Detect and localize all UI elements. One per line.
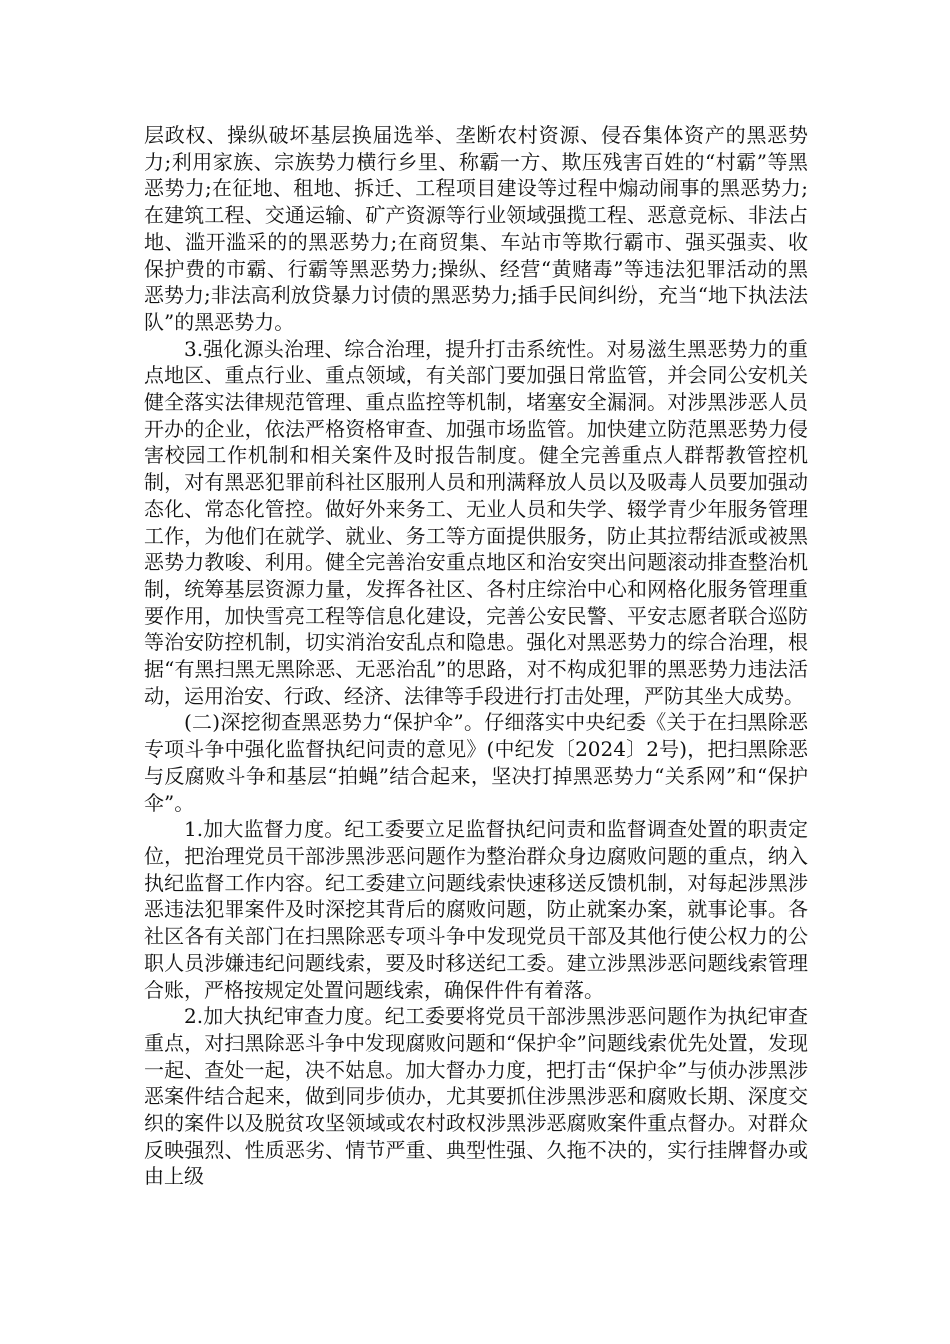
paragraph-1: 层政权、操纵破坏基层换届选举、垄断农村资源、侵吞集体资产的黑恶势力;利用家族、宗族势力横行乡里、称霸一方、欺压残害百姓的“村霸”等黑恶势力;在征地、租地、拆迁、工程项目建设等过程中煽动闹事的黑恶势力;在建筑工程、交通运输、矿产资源等行业领域强揽工程、恶意竞标、非法占地、滥开滥采的的黑恶势力;在商贸集、车站市等欺行霸市、强买强卖、收保护费的市霸、行霸等黑恶势力;操纵、经营“黄赌毒”等违法犯罪活动的黑恶势力;非法高利放贷暴力讨债的黑恶势力;插手民间纠纷，充当“地下执法法队”的黑恶势力。 bbox=[144, 123, 808, 334]
paragraph-4: 1.加大监督力度。纪工委要立足监督执纪问责和监督调查处置的职责定位，把治理党员干部涉黑涉恶问题作为整治群众身边腐败问题的重点，纳入执纪监督工作内容。纪工委建立问题线索快速移送反馈机制，对每起涉黑涉恶违法犯罪案件及时深挖其背后的腐败问题，防止就案办案，就事论事。各社区各有关部门在扫黑除恶专项斗争中发现党员干部及其他行使公权力的公职人员涉嫌违纪问题线索，要及时移送纪工委。建立涉黑涉恶问题线索管理合账，严格按规定处置问题线索，确保件件有着落。 bbox=[144, 817, 808, 1002]
paragraph-2: 3.强化源头治理、综合治理，提升打击系统性。对易滋生黑恶势力的重点地区、重点行业、重点领域，有关部门要加强日常监管，并会同公安机关健全落实法律规范管理、重点监控等机制，堵塞安全漏洞。对涉黑涉恶人员开办的企业，依法严格资格审查、加强市场监管。加快建立防范黑恶势力侵害校园工作机制和相关案件及时报告制度。健全完善重点人群帮教管控机制，对有黑恶犯罪前科社区服刑人员和刑满释放人员以及吸毒人员要加强动态化、常态化管控。做好外来务工、无业人员和失学、辍学青少年服务管理工作，为他们在就学、就业、务工等方面提供服务，防止其拉帮结派或被黑恶势力教唆、利用。健全完善治安重点地区和治安突出问题滚动排查整治机制，统筹基层资源力量，发挥各社区、各村庄综治中心和网格化服务管理重要作用，加快雪亮工程等信息化建设，完善公安民警、平安志愿者联合巡防等治安防控机制，切实消治安乱点和隐患。强化对黑恶势力的综合治理，根据“有黑扫黑无黑除恶、无恶治乱”的思路，对不构成犯罪的黑恶势力违法活动，运用治安、行政、经济、法律等手段进行打击处理，严防其坐大成势。 bbox=[144, 336, 808, 708]
paragraph-5: 2.加大执纪审查力度。纪工委要将党员干部涉黑涉恶问题作为执纪审查重点，对扫黑除恶斗争中发现腐败问题和“保护伞”问题线索优先处置，发现一起、查处一起，决不姑息。加大督办力度，把打击“保护伞”与侦办涉黑涉恶案件结合起来，做到同步侦办，尤其要抓住涉黑涉恶和腐败长期、深度交织的案件以及脱贫攻坚领域或农村政权涉黑涉恶腐败案件重点督办。对群众反映强烈、性质恶劣、情节严重、典型性强、久拖不决的，实行挂牌督办或由上级 bbox=[144, 1004, 808, 1189]
document-body bbox=[144, 122, 808, 1190]
paragraph-3: (二)深挖彻查黑恶势力“保护伞”。仔细落实中央纪委《关于在扫黑除恶专项斗争中强化监督执纪问责的意见》(中纪发〔2024〕2号)，把扫黑除恶与反腐败斗争和基层“拍蝇”结合起来，坚决打掉黑恶势力“关系网”和“保护伞”。 bbox=[144, 710, 808, 815]
